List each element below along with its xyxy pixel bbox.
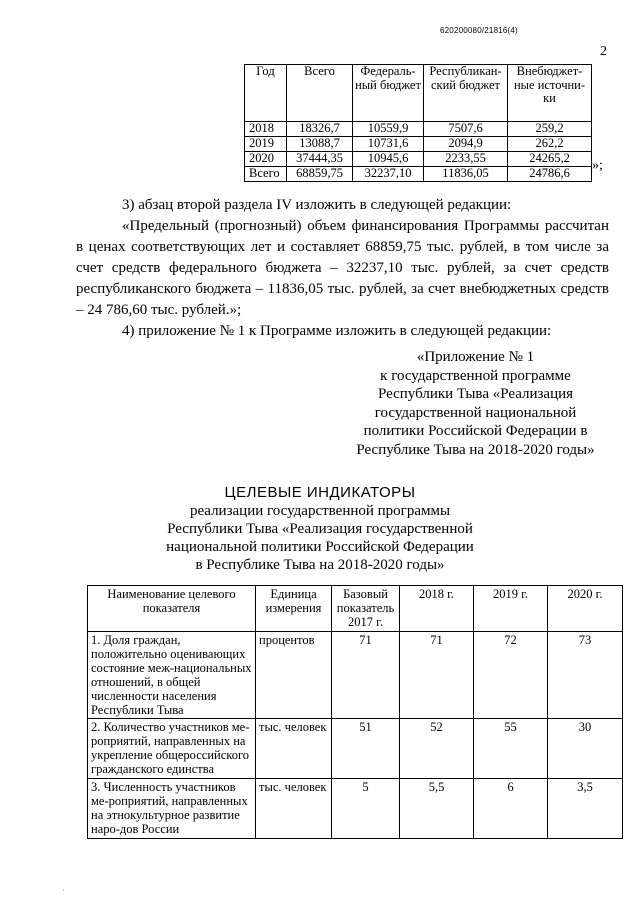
cell-republic: 11836,05 bbox=[424, 167, 508, 182]
indicator-2020: 3,5 bbox=[548, 779, 623, 839]
indicators-title bbox=[0, 484, 640, 574]
appendix-heading bbox=[343, 348, 608, 459]
indicator-2019: 55 bbox=[474, 719, 548, 779]
finance-table bbox=[244, 64, 592, 182]
finance-header-extrabudget: Внебюджет-ные источни-ки bbox=[508, 65, 592, 122]
appendix-line: Республике Тыва на 2018-2020 годы» bbox=[356, 441, 595, 458]
indicators-table bbox=[87, 585, 623, 839]
cell-republic: 7507,6 bbox=[424, 122, 508, 137]
cell-federal: 10731,6 bbox=[353, 137, 424, 152]
table-row bbox=[245, 152, 592, 167]
indicator-name: 2. Количество участников ме-роприятий, направленных на укрепление общероссийского гражданского единства bbox=[88, 719, 256, 779]
cell-federal: 32237,10 bbox=[353, 167, 424, 182]
indicators-header-base: Базовый показатель 2017 г. bbox=[332, 586, 400, 632]
indicators-header-unit: Единица измерения bbox=[256, 586, 332, 632]
cell-total: 37444,35 bbox=[287, 152, 353, 167]
finance-header-total: Всего bbox=[287, 65, 353, 122]
cell-federal: 10559,9 bbox=[353, 122, 424, 137]
indicator-2018: 71 bbox=[400, 632, 474, 719]
table-row bbox=[88, 719, 623, 779]
table-row bbox=[245, 122, 592, 137]
cell-republic: 2094,9 bbox=[424, 137, 508, 152]
indicator-2020: 73 bbox=[548, 632, 623, 719]
title-line: национальной политики Российской Федерации bbox=[166, 539, 474, 555]
indicator-unit: процентов bbox=[256, 632, 332, 719]
cell-year: 2020 bbox=[245, 152, 287, 167]
cell-extrabudget: 259,2 bbox=[508, 122, 592, 137]
indicator-2018: 5,5 bbox=[400, 779, 474, 839]
table-row bbox=[245, 167, 592, 182]
finance-header-federal: Федераль-ный бюджет bbox=[353, 65, 424, 122]
indicator-base: 5 bbox=[332, 779, 400, 839]
finance-table-suffix: »; bbox=[592, 158, 603, 173]
paragraph-3-quote: «Предельный (прогнозный) объем финансирования Программы рассчитан в ценах соответствующих лет и составляет 68859,75 тыс. рублей, в том числе за счет средств федерального бюджета – 32237,10 тыс. рублей, за счет средств республиканского бюджета – 11836,05 тыс. рублей, за счет внебюджетных средств – 24 786,60 тыс. рублей.»; bbox=[76, 218, 609, 318]
cell-extrabudget: 262,2 bbox=[508, 137, 592, 152]
title-line: реализации государственной программы bbox=[189, 503, 451, 519]
indicator-unit: тыс. человек bbox=[256, 779, 332, 839]
cell-year: Всего bbox=[245, 167, 287, 182]
cell-year: 2019 bbox=[245, 137, 287, 152]
indicator-2018: 52 bbox=[400, 719, 474, 779]
title-line: Республики Тыва «Реализация государственной bbox=[167, 521, 473, 537]
paragraph-3 bbox=[76, 195, 609, 342]
table-row bbox=[88, 779, 623, 839]
indicators-header-2020: 2020 г. bbox=[548, 586, 623, 632]
page-number: 2 bbox=[600, 44, 607, 59]
indicators-header-name: Наименование целевого показателя bbox=[88, 586, 256, 632]
indicator-2019: 72 bbox=[474, 632, 548, 719]
indicator-name: 3. Численность участников ме-роприятий, направленных на этнокультурное развитие наро-дов России bbox=[88, 779, 256, 839]
indicator-2020: 30 bbox=[548, 719, 623, 779]
cell-total: 68859,75 bbox=[287, 167, 353, 182]
margin-mark: · bbox=[62, 885, 65, 895]
cell-extrabudget: 24786,6 bbox=[508, 167, 592, 182]
indicator-unit: тыс. человек bbox=[256, 719, 332, 779]
indicators-header-2019: 2019 г. bbox=[474, 586, 548, 632]
title-line: в Республике Тыва на 2018-2020 годы» bbox=[195, 557, 445, 573]
cell-extrabudget: 24265,2 bbox=[508, 152, 592, 167]
indicator-name: 1. Доля граждан, положительно оценивающих состояние меж-национальных отношений, в общей численности населения Республики Тыва bbox=[88, 632, 256, 719]
table-row bbox=[245, 137, 592, 152]
appendix-line: к государственной программе bbox=[380, 367, 571, 384]
cell-total: 13088,7 bbox=[287, 137, 353, 152]
paragraph-3-text: 3) абзац второй раздела IV изложить в следующей редакции: bbox=[122, 197, 512, 213]
appendix-line: Республики Тыва «Реализация bbox=[377, 386, 574, 402]
cell-federal: 10945,6 bbox=[353, 152, 424, 167]
cell-total: 18326,7 bbox=[287, 122, 353, 137]
appendix-line: политики Российской Федерации в bbox=[363, 423, 588, 439]
indicator-base: 71 bbox=[332, 632, 400, 719]
appendix-line: государственной национальной bbox=[374, 404, 577, 421]
indicator-2019: 6 bbox=[474, 779, 548, 839]
appendix-line: «Приложение № 1 bbox=[416, 349, 535, 365]
indicators-header-2018: 2018 г. bbox=[400, 586, 474, 632]
cell-republic: 2233,55 bbox=[424, 152, 508, 167]
table-row bbox=[88, 632, 623, 719]
page-title: ЦЕЛЕВЫЕ ИНДИКАТОРЫ bbox=[224, 484, 416, 501]
indicator-base: 51 bbox=[332, 719, 400, 779]
document-id: 620200080/21816(4) bbox=[440, 26, 518, 35]
finance-header-year: Год bbox=[245, 65, 287, 122]
finance-header-republic: Республикан-ский бюджет bbox=[424, 65, 508, 122]
cell-year: 2018 bbox=[245, 122, 287, 137]
paragraph-4-text: 4) приложение № 1 к Программе изложить в следующей редакции: bbox=[122, 323, 552, 339]
